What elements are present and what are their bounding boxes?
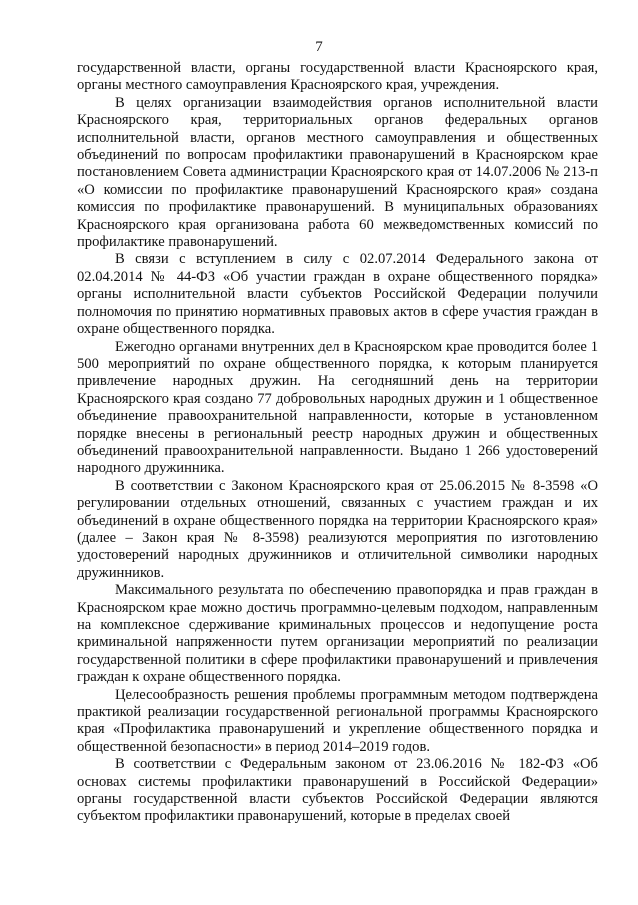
paragraph: Ежегодно органами внутренних дел в Красноярском крае проводится более 1 500 мероприятий по охране общественного порядка, к которым планируется привлечение народных дружин. На сегодняшний день на территории Красноярского края создано 77 добровольных народных дружин и 1 общественное объединение правоохранительной направленности, которые в установленном порядке внесены в региональный реестр народных дружин и общественных объединений правоохранительной направленности. Выдано 1 266 удостоверений народного дружинника. — [77, 338, 598, 477]
document-body — [77, 60, 598, 826]
paragraph: государственной власти, органы государственной власти Красноярского края, органы местного самоуправления Красноярского края, учреждения. — [77, 60, 598, 94]
page-number: 7 — [315, 39, 323, 55]
paragraph: В целях организации взаимодействия органов исполнительной власти Красноярского края, территориальных органов федеральных органов исполнительной власти, органов местного самоуправления и общественных объединений по вопросам профилактики правонарушений в Красноярском крае постановлением Совета администрации Красноярского края от 14.07.2006 № 213-п «О комиссии по профилактике правонарушений Красноярского края» создана комиссия по профилактике правонарушений. В муниципальных образованиях Красноярского края организована работа 60 межведомственных комиссий по профилактике правонарушений. — [77, 94, 598, 251]
paragraph: В связи с вступлением в силу с 02.07.2014 Федерального закона от 02.04.2014 № 44-ФЗ «Об участии граждан в охране общественного порядка» органы исполнительной власти субъектов Российской Федерации получили полномочия по принятию нормативных правовых актов в сфере участия граждан в охране общественного порядка. — [77, 251, 598, 338]
paragraph: В соответствии с Законом Красноярского края от 25.06.2015 № 8-3598 «О регулировании отдельных отношений, связанных с участием граждан и их объединений в охране общественного порядка на территории Красноярского края» (далее – Закон края № 8-3598) реализуются мероприятия по изготовлению удостоверений народных дружинников и отличительной символики народных дружинников. — [77, 477, 598, 581]
paragraph: В соответствии с Федеральным законом от 23.06.2016 № 182-ФЗ «Об основах системы профилактики правонарушений в Российской Федерации» органы государственной власти субъектов Российской Федерации являются субъектом профилактики правонарушений, которые в пределах своей — [77, 756, 598, 825]
paragraph: Целесообразность решения проблемы программным методом подтверждена практикой реализации государственной региональной программы Красноярского края «Профилактика правонарушений и укрепление общественного порядка и общественной безопасности» в период 2014–2019 годов. — [77, 686, 598, 755]
paragraph: Максимального результата по обеспечению правопорядка и прав граждан в Красноярском крае можно достичь программно-целевым подходом, направленным на комплексное сдерживание криминальных процессов и недопущение роста криминальной напряженности путем организации мероприятий по реализации государственной политики в сфере профилактики правонарушений и привлечения граждан к охране общественного порядка. — [77, 582, 598, 686]
